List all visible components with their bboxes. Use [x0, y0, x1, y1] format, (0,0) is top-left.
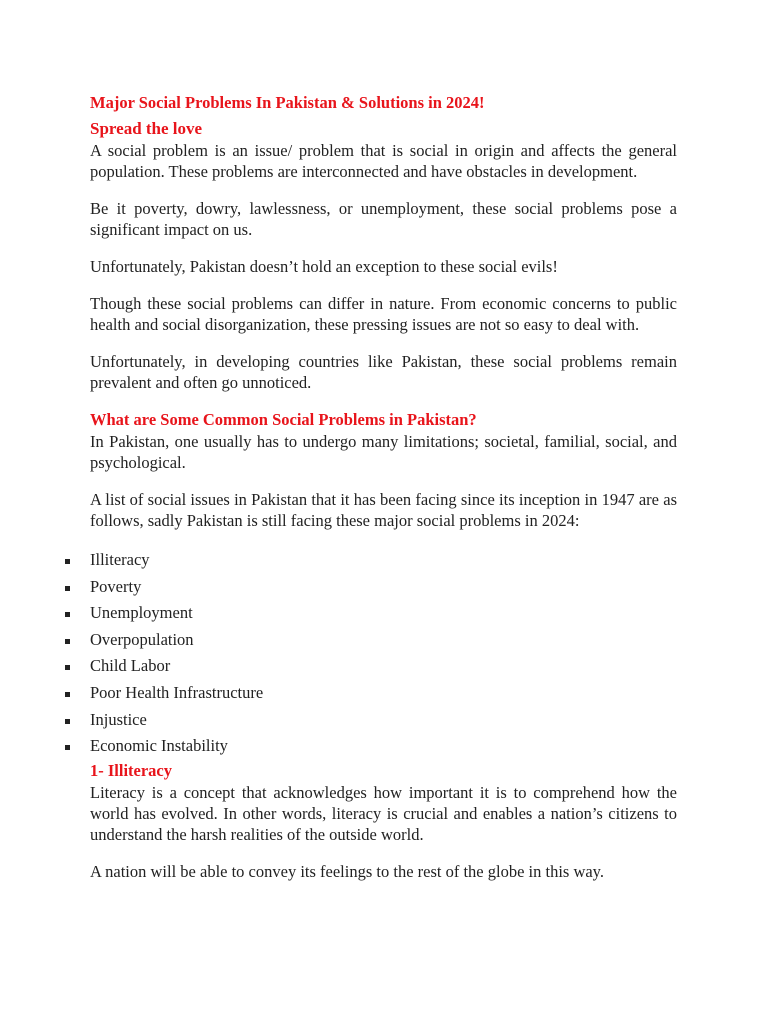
square-bullet-icon	[65, 692, 70, 697]
section-paragraph: A list of social issues in Pakistan that it has been facing since its inception in 1947 are as follows, sadly Pakistan is still facing these major social problems in 2024:	[90, 490, 677, 530]
section-paragraph: Literacy is a concept that acknowledges how important it is to comprehend how the world has evolved. In other words, literacy is crucial and enables a nation’s citizens to understand the harsh realities of the outside world.	[90, 782, 677, 844]
list-item-label: Poverty	[90, 576, 142, 596]
section-paragraph: In Pakistan, one usually has to undergo many limitations; societal, familial, social, and psychological.	[90, 432, 677, 472]
intro-paragraph: A social problem is an issue/ problem that is social in origin and affects the general population. These problems are interconnected and have obstacles in development.	[90, 141, 677, 181]
list-item-label: Overpopulation	[90, 629, 194, 649]
list-item-label: Poor Health Infrastructure	[90, 682, 264, 702]
problems-list	[65, 547, 677, 760]
document-subtitle: Spread the love	[90, 119, 203, 138]
list-item-label: Child Labor	[90, 656, 171, 676]
list-item-label: Illiteracy	[90, 550, 150, 569]
section-paragraph: A nation will be able to convey its feelings to the rest of the globe in this way.	[90, 861, 604, 881]
document-title: Major Social Problems In Pakistan & Solutions in 2024!	[90, 93, 485, 112]
square-bullet-icon	[65, 559, 70, 564]
square-bullet-icon	[65, 745, 70, 750]
list-item	[65, 600, 677, 627]
intro-paragraph: Though these social problems can differ in nature. From economic concerns to public health and social disorganization, these pressing issues are not so easy to deal with.	[90, 294, 677, 334]
list-item	[65, 707, 677, 734]
section-heading-illiteracy: 1- Illiteracy	[90, 760, 173, 780]
intro-paragraph: Be it poverty, dowry, lawlessness, or unemployment, these social problems pose a significant impact on us.	[90, 199, 677, 239]
list-item	[65, 680, 677, 707]
list-item	[65, 574, 677, 601]
list-item	[65, 547, 677, 574]
list-item-label: Injustice	[90, 709, 147, 729]
list-item	[65, 653, 677, 680]
document-page	[90, 92, 677, 898]
square-bullet-icon	[65, 639, 70, 644]
square-bullet-icon	[65, 612, 70, 617]
square-bullet-icon	[65, 665, 70, 670]
section-heading-common-problems: What are Some Common Social Problems in Pakistan?	[90, 410, 477, 429]
list-item	[65, 627, 677, 654]
square-bullet-icon	[65, 719, 70, 724]
intro-paragraph: Unfortunately, Pakistan doesn’t hold an exception to these social evils!	[90, 257, 558, 276]
intro-paragraph: Unfortunately, in developing countries like Pakistan, these social problems remain prevalent and often go unnoticed.	[90, 352, 677, 392]
list-item-label: Economic Instability	[90, 736, 228, 756]
list-item	[65, 733, 677, 760]
list-item-label: Unemployment	[90, 603, 193, 623]
square-bullet-icon	[65, 586, 70, 591]
